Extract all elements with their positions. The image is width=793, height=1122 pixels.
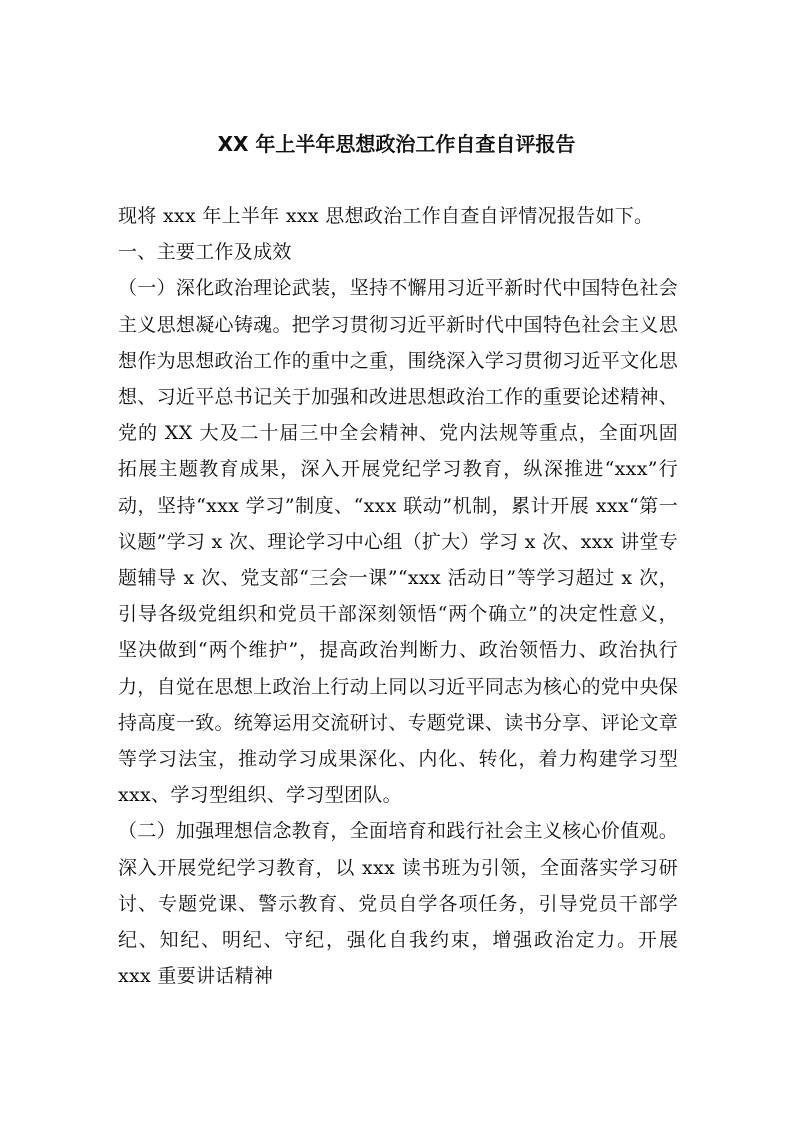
paragraph-theory-study: （一）深化政治理论武装，坚持不懈用习近平新时代中国特色社会主义思想凝心铸魂。把学习贯彻习近平新时代中国特色社会主义思想作为思想政治工作的重中之重，围绕深入学习贯彻习近平文化思想、习近平总书记关于加强和改进思想政治工作的重要论述精神、党的 XX 大及二十届三中全会精神、党内法规等重点，全面巩固拓展主题教育成果，深入开展党纪学习教育，纵深推进“xxx”行动，坚持“xxx 学习”制度、“xxx 联动”机制，累计开展 xxx“第一议题”学习 x 次、理论学习中心组（扩大）学习 x 次、xxx 讲堂专题辅导 x 次、党支部“三会一课”“xxx 活动日”等学习超过 x 次，引导各级党组织和党员干部深刻领悟“两个确立”的决定性意义，坚决做到“两个维护”，提高政治判断力、政治领悟力、政治执行力，自觉在思想上政治上行动上同以习近平同志为核心的党中央保持高度一致。统筹运用交流研讨、专题党课、读书分享、评论文章等学习法宝，推动学习成果深化、内化、转化，着力构建学习型 xxx、学习型组织、学习型团队。 <box>118 277 678 807</box>
section-heading-main-work: 一、主要工作及成效 <box>118 241 292 264</box>
paragraph-ideals-education: （二）加强理想信念教育，全面培育和践行社会主义核心价值观。深入开展党纪学习教育，以 xxx 读书班为引领，全面落实学习研讨、专题党课、警示教育、党员自学各项任务，引导党员干部学纪、知纪、明纪、守纪，强化自我约束，增强政治定力。开展 xxx 重要讲话精神 <box>118 820 678 988</box>
document-body <box>118 198 678 994</box>
intro-paragraph: 现将 xxx 年上半年 xxx 思想政治工作自查自评情况报告如下。 <box>118 205 654 227</box>
document-title: XX 年上半年思想政治工作自查自评报告 <box>217 132 576 156</box>
